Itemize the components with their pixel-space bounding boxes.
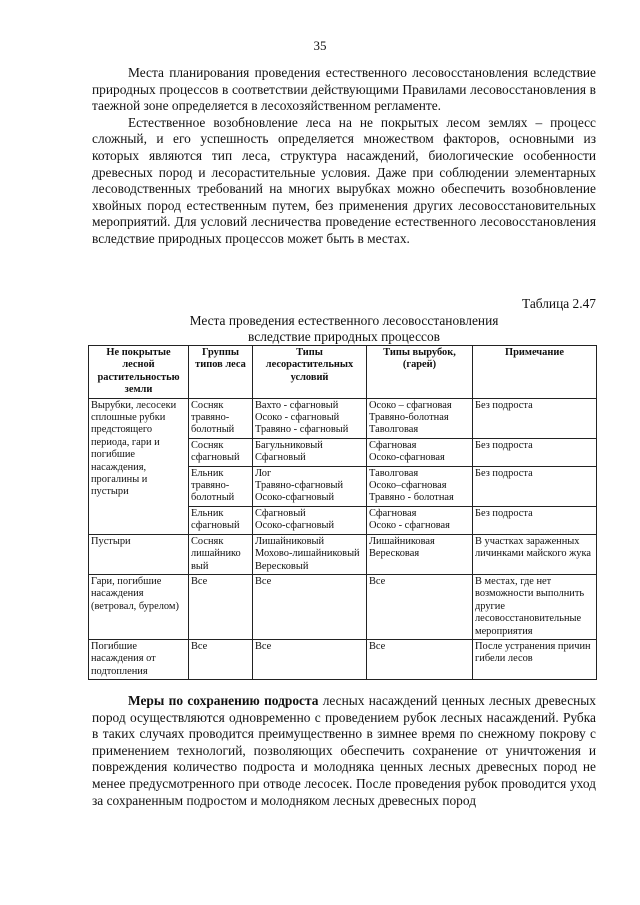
measures-body: лесных насаждений ценных лесных древесных пород осуществляются одновременно с проведением рубок лесных насаждений. Рубка в таких случаях проводится преимущественно в зимнее время по снежному покрову с применением технологий, позволяющих обеспечить сохранение от уничтожения и повреждения количество подроста и молодняка ценных лесных древесных пород не менее предусмотренного при отводе лесосек. После проведения рубок проводится уход за сохраненным подростом и молодняком лесных древесных пород	[92, 693, 596, 808]
land-category-cell: Погибшие насаждения от подтопления	[89, 639, 189, 679]
clearing-types-cell	[367, 398, 473, 438]
forest-group-cell-line: Сосняк	[191, 399, 224, 411]
note-cell: В местах, где нет возможности выполнить другие лесовосстановительные мероприятия	[473, 574, 597, 639]
clearing-types-cell	[367, 466, 473, 506]
regeneration-table	[88, 345, 597, 680]
clearing-types-cell-line: Все	[369, 640, 386, 652]
column-header: Типы лесорастительных условий	[253, 346, 367, 399]
forest-group-cell	[189, 574, 253, 639]
note-cell: Без подроста	[473, 438, 597, 466]
table-caption-line: вследствие природных процессов	[248, 329, 440, 344]
growing-conditions-cell-line: Вересковый	[255, 560, 309, 572]
table-row	[89, 639, 597, 679]
growing-conditions-cell	[253, 534, 367, 574]
land-category-cell: Пустыри	[89, 534, 189, 574]
growing-conditions-cell-line: Сфагновый	[255, 452, 306, 464]
table-header-row	[89, 346, 597, 399]
forest-group-cell-line: травяно-	[191, 480, 230, 492]
table-body	[89, 398, 597, 680]
forest-group-cell-line: сфагновый	[191, 452, 240, 464]
forest-group-cell-line: сфагновый	[191, 520, 240, 532]
measures-text	[92, 693, 596, 809]
clearing-types-cell-line: Осоко - сфагновая	[369, 520, 450, 532]
forest-group-cell	[189, 438, 253, 466]
growing-conditions-cell-line: Травяно - сфагновый	[255, 424, 349, 436]
intro-paragraph: Места планирования проведения естественного лесовосстановления вследствие природных процессов в соответствии действующими Правилами лесовосстановления в таежной зоне определяется в лесохозяйственном регламенте.	[92, 65, 596, 114]
measures-lead: Меры по сохранению подроста	[128, 693, 319, 708]
clearing-types-cell	[367, 438, 473, 466]
forest-group-cell-line: лишайнико	[191, 548, 241, 560]
forest-group-cell	[189, 534, 253, 574]
growing-conditions-cell-line: Лог	[255, 467, 272, 479]
forest-group-cell-line: Ельник	[191, 467, 224, 479]
forest-group-cell-line: травяно-	[191, 412, 230, 424]
table-caption-line: Места проведения естественного лесовосстановления	[189, 313, 499, 328]
forest-group-cell-line: Все	[191, 575, 208, 587]
growing-conditions-cell-line: Все	[255, 640, 272, 652]
column-header: Примечание	[473, 346, 597, 399]
forest-group-cell-line: болотный	[191, 424, 235, 436]
clearing-types-cell-line: Травяно-болотная	[369, 412, 449, 424]
growing-conditions-cell	[253, 466, 367, 506]
column-header: Группы типов леса	[189, 346, 253, 399]
clearing-types-cell	[367, 534, 473, 574]
clearing-types-cell	[367, 506, 473, 534]
note-cell: В участках зараженных личинками майского жука	[473, 534, 597, 574]
clearing-types-cell	[367, 574, 473, 639]
forest-group-cell	[189, 639, 253, 679]
growing-conditions-cell-line: Лишайниковый	[255, 535, 325, 547]
table-row	[89, 534, 597, 574]
intro-paragraph: Естественное возобновление леса на не покрытых лесом землях – процесс сложный, и его успешность определяется множеством факторов, основными из которых являются тип леса, структура насаждений, биологические особенности древесных пород и лесорастительные условия. Даже при соблюдении элементарных лесоводственных требований на многих вырубках можно обеспечить возобновление хвойных пород естественным путем, без применения других лесовосстановительных мероприятий. Для условий лесничества проведение естественного лесовосстановления вследствие природных процессов может быть в местах.	[92, 114, 596, 246]
land-category-cell: Вырубки, лесосеки сплошные рубки предстоящего периода, гари и погибшие насаждения, прогалины и пустыри	[89, 398, 189, 534]
clearing-types-cell	[367, 639, 473, 679]
growing-conditions-cell-line: Осоко-сфагновый	[255, 492, 335, 504]
forest-group-cell-line: болотный	[191, 492, 235, 504]
note-cell: Без подроста	[473, 506, 597, 534]
intro-text	[92, 65, 596, 248]
clearing-types-cell-line: Все	[369, 575, 386, 587]
clearing-types-cell-line: Сфагновая	[369, 439, 417, 451]
table-row	[89, 574, 597, 639]
column-header: Не покрытые лесной растительностью земли	[89, 346, 189, 399]
clearing-types-cell-line: Таволговая	[369, 424, 419, 436]
forest-group-cell-line: вый	[191, 560, 209, 572]
page-number: 35	[313, 38, 327, 53]
clearing-types-cell-line: Травяно - болотная	[369, 492, 454, 504]
growing-conditions-cell-line: Сфагновый	[255, 507, 306, 519]
land-category-cell: Гари, погибшие насаждения (ветровал, бурелом)	[89, 574, 189, 639]
forest-group-cell-line: Ельник	[191, 507, 224, 519]
growing-conditions-cell	[253, 639, 367, 679]
note-cell: Без подроста	[473, 398, 597, 438]
clearing-types-cell-line: Таволговая	[369, 467, 419, 479]
forest-group-cell	[189, 398, 253, 438]
forest-group-cell	[189, 506, 253, 534]
growing-conditions-cell	[253, 398, 367, 438]
measures-paragraph	[92, 693, 596, 809]
growing-conditions-cell-line: Осоко-сфагновый	[255, 520, 335, 532]
growing-conditions-cell	[253, 438, 367, 466]
clearing-types-cell-line: Лишайниковая	[369, 535, 435, 547]
growing-conditions-cell-line: Вахто - сфагновый	[255, 399, 339, 411]
note-cell: После устранения причин гибели лесов	[473, 639, 597, 679]
growing-conditions-cell	[253, 506, 367, 534]
table-label: Таблица 2.47	[521, 296, 596, 311]
clearing-types-cell-line: Осоко–сфагновая	[369, 480, 447, 492]
clearing-types-cell-line: Осоко-сфагновая	[369, 452, 445, 464]
growing-conditions-cell-line: Травяно-сфагновый	[255, 480, 344, 492]
growing-conditions-cell-line: Все	[255, 575, 272, 587]
forest-group-cell-line: Все	[191, 640, 208, 652]
growing-conditions-cell-line: Багульниковый	[255, 439, 323, 451]
forest-group-cell	[189, 466, 253, 506]
forest-group-cell-line: Сосняк	[191, 439, 224, 451]
growing-conditions-cell-line: Осоко - сфагновый	[255, 412, 340, 424]
column-header: Типы вырубок, (гарей)	[367, 346, 473, 399]
clearing-types-cell-line: Вересковая	[369, 548, 420, 560]
growing-conditions-cell-line: Мохово-лишайниковый	[255, 548, 360, 560]
table-caption	[92, 313, 596, 345]
table-row	[89, 398, 597, 438]
note-cell: Без подроста	[473, 466, 597, 506]
forest-group-cell-line: Сосняк	[191, 535, 224, 547]
clearing-types-cell-line: Осоко – сфагновая	[369, 399, 452, 411]
growing-conditions-cell	[253, 574, 367, 639]
clearing-types-cell-line: Сфагновая	[369, 507, 417, 519]
